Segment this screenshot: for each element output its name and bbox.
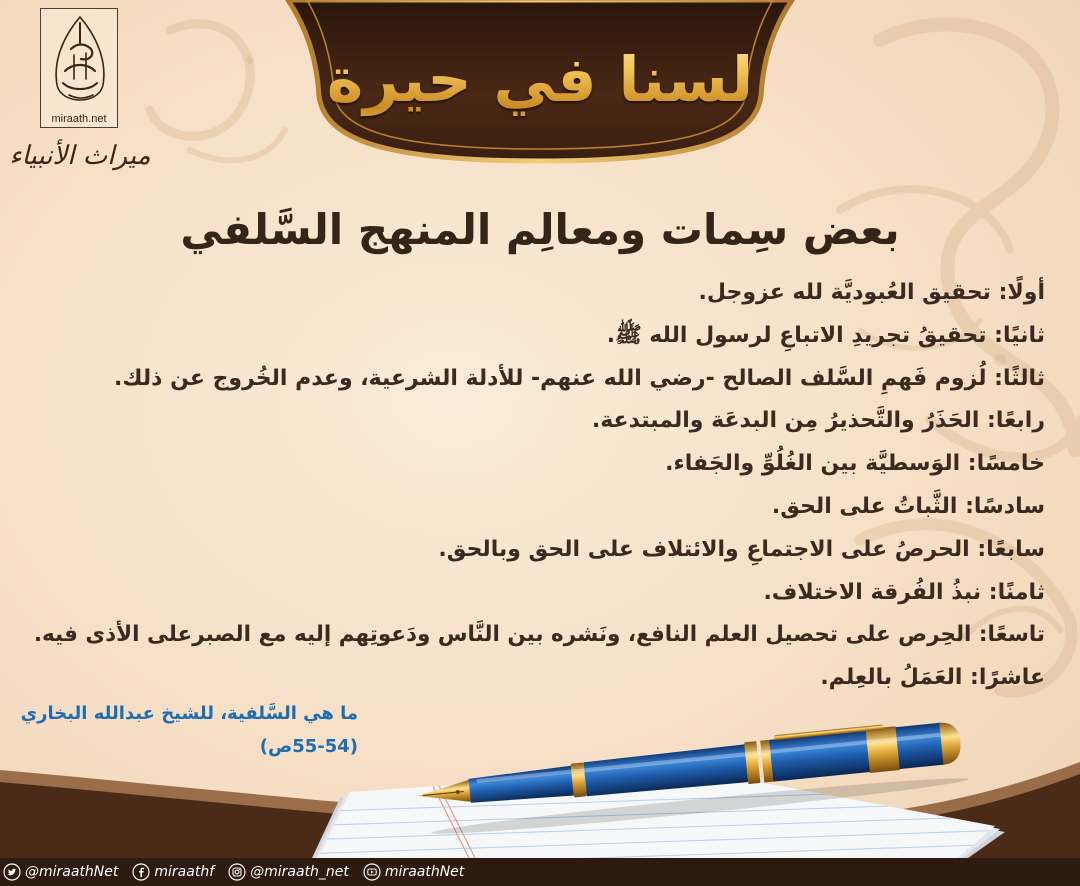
banner-title: لسنا في حيرة bbox=[300, 24, 780, 136]
social-handle: @miraath_net bbox=[250, 864, 349, 880]
twitter-icon bbox=[3, 863, 21, 881]
source-pages: (ص55-54) bbox=[259, 736, 358, 757]
youtube-icon bbox=[363, 863, 381, 881]
list-item: خامسًا: الوَسطيَّة بين الغُلُوِّ والجَفاء. bbox=[665, 451, 1045, 477]
points-list bbox=[20, 272, 1045, 700]
logo-site-text: miraath.net bbox=[51, 113, 107, 125]
list-item: تاسعًا: الحِرص على تحصيل العلم النافع، ونَشره بين النَّاس ودَعوتِهم إليه مع الصبرعلى الأذى فيه. bbox=[33, 622, 1045, 648]
list-item: أولًا: تحقيق العُبوديَّة لله عزوجل. bbox=[698, 280, 1045, 305]
source-reference: ما هي السَّلفية، للشيخ عبدالله البخاري bbox=[20, 703, 358, 724]
logo-name: ميراث الأنبياء bbox=[9, 141, 151, 171]
social-handle: @miraathNet bbox=[25, 864, 119, 880]
list-item: سابعًا: الحرصُ على الاجتماعِ والائتلاف على الحق وبالحق. bbox=[438, 536, 1045, 562]
logo-emblem bbox=[40, 8, 118, 128]
list-item: ثانيًا: تحقيقُ تجريدِ الاتباعِ لرسول الله ﷺ. bbox=[606, 322, 1045, 348]
list-item: سادسًا: الثَّباتُ على الحق. bbox=[771, 493, 1045, 519]
social-handle: miraathf bbox=[154, 864, 215, 880]
social-handle: miraathNet bbox=[384, 864, 465, 880]
logo-calligraphy-icon bbox=[41, 9, 119, 113]
facebook-icon bbox=[132, 863, 150, 881]
social-twitter bbox=[3, 863, 118, 881]
list-item: ثالثًا: لُزوم فَهمِ السَّلف الصالح -رضي الله عنهم- للأدلة الشرعية، وعدم الخُروج عن ذلك. bbox=[114, 365, 1045, 391]
list-item: رابعًا: الحَذَرُ والتَّحذيرُ مِن البدعَة والمبتدعة. bbox=[591, 408, 1045, 434]
social-footer bbox=[0, 858, 1080, 886]
page-title: بعض سِمات ومعالِم المنهج السَّلفي bbox=[180, 205, 900, 254]
list-item: ثامنًا: نبذُ الفُرقة الاختلاف. bbox=[763, 579, 1045, 605]
social-instagram bbox=[228, 863, 349, 881]
social-youtube bbox=[363, 863, 464, 881]
social-facebook bbox=[132, 863, 214, 881]
instagram-icon bbox=[228, 863, 246, 881]
list-item: عاشرًا: العَمَلُ بالعِلم. bbox=[820, 665, 1045, 691]
